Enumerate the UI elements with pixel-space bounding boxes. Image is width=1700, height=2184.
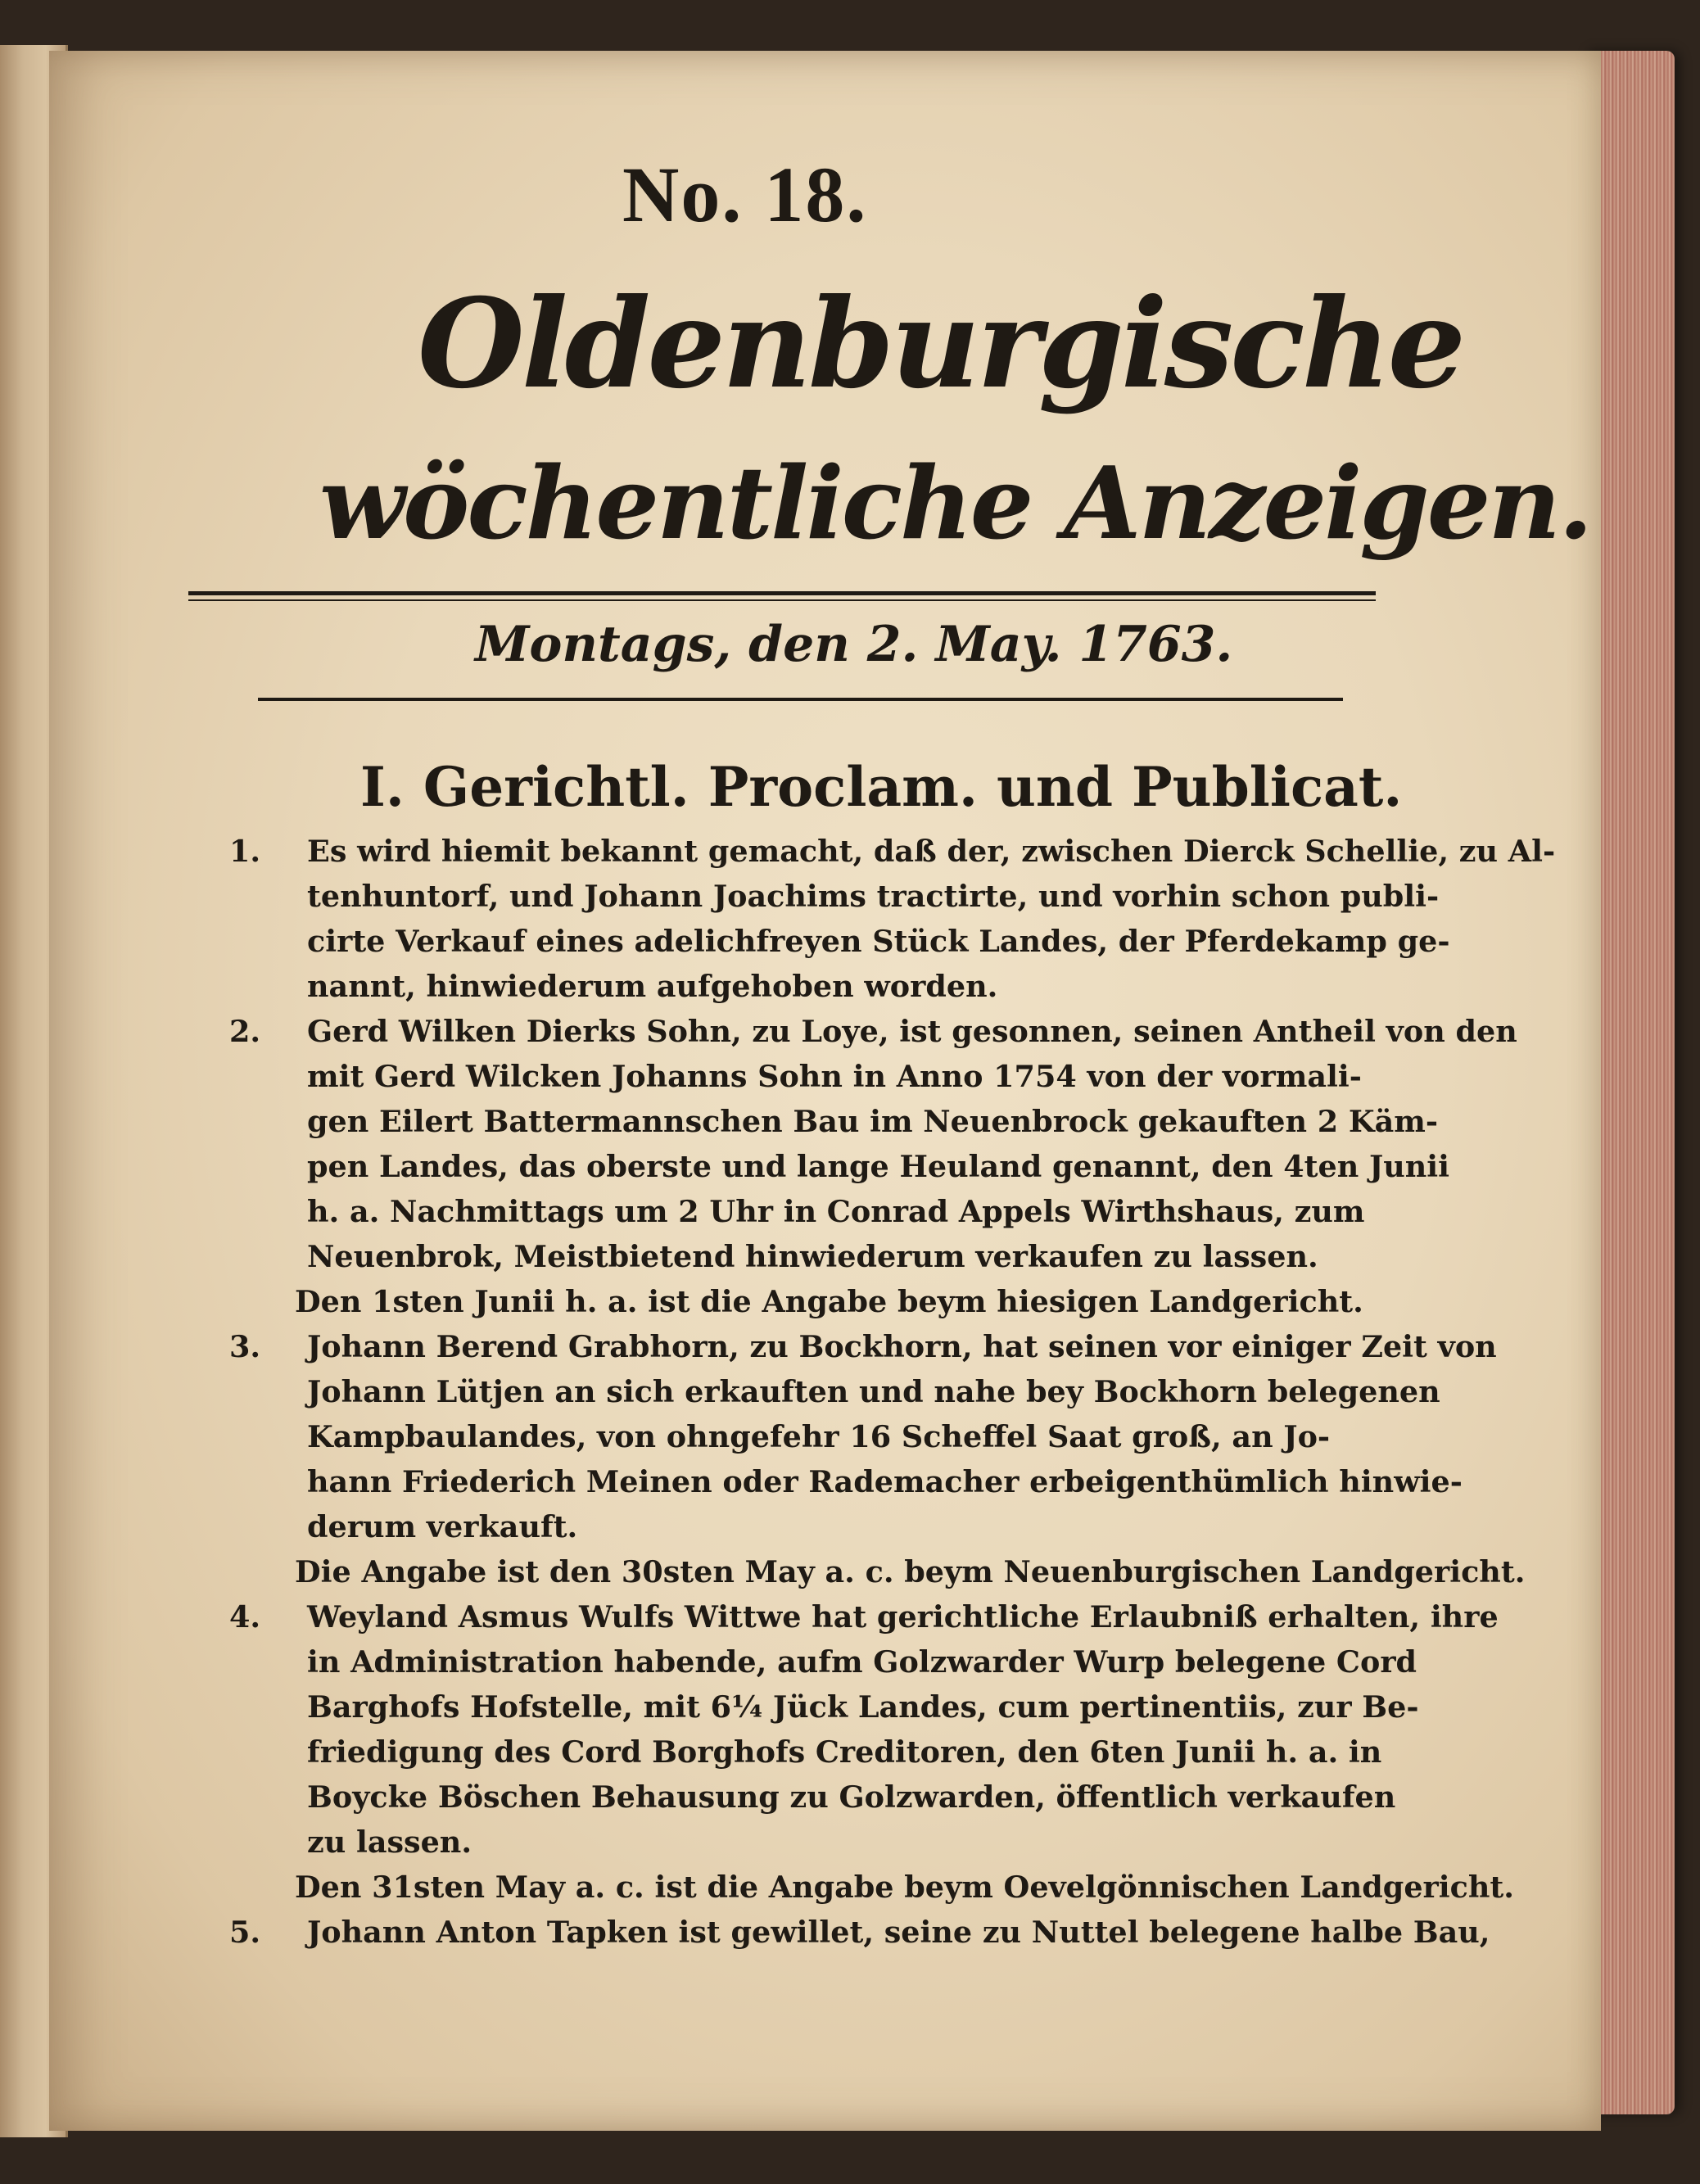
notice-entry-1 — [172, 829, 1556, 1009]
notice-line: zu lassen. — [307, 1825, 472, 1860]
notice-line: cirte Verkauf eines adelichfreyen Stück Landes, der Pferdekamp ge- — [307, 924, 1450, 959]
notice-line: gen Eilert Battermannschen Bau im Neuenbrock gekauften 2 Käm- — [307, 1104, 1438, 1139]
notice-line: Gerd Wilken Dierks Sohn, zu Loye, ist gesonnen, seinen Antheil von den — [307, 1014, 1517, 1049]
masthead-rule-top-thin — [188, 599, 1376, 601]
notice-line: pen Landes, das oberste und lange Heuland genannt, den 4ten Junii — [307, 1149, 1450, 1184]
notice-line: Neuenbrok, Meistbietend hinwiederum verkaufen zu lassen. — [307, 1239, 1318, 1274]
notice-note: Den 31sten May a. c. ist die Angabe beym Oevelgönnischen Landgericht. — [295, 1870, 1514, 1905]
notice-line: Johann Anton Tapken ist gewillet, seine zu Nuttel belegene halbe Bau, — [307, 1915, 1490, 1950]
notice-line: Johann Berend Grabhorn, zu Bockhorn, hat seinen vor einiger Zeit von — [307, 1329, 1497, 1364]
notice-number: 3. — [229, 1329, 261, 1364]
notice-entry-3 — [172, 1324, 1497, 1549]
notice-line: Kampbaulandes, von ohngefehr 16 Scheffel Saat groß, an Jo- — [307, 1419, 1331, 1454]
notice-line: h. a. Nachmittags um 2 Uhr in Conrad Appels Wirthshaus, zum — [307, 1194, 1365, 1229]
notice-line: Weyland Asmus Wulfs Wittwe hat gerichtliche Erlaubniß erhalten, ihre — [307, 1599, 1499, 1635]
notice-line: Es wird hiemit bekannt gemacht, daß der, zwischen Dierck Schellie, zu Al- — [307, 834, 1556, 869]
notice-line: friedigung des Cord Borghofs Creditoren, den 6ten Junii h. a. in — [307, 1734, 1382, 1770]
newspaper-page — [49, 51, 1601, 2131]
notice-line: nannt, hinwiederum aufgehoben worden. — [307, 969, 998, 1004]
notice-line: derum verkauft. — [307, 1509, 578, 1544]
masthead-title-line2: wöchentliche Anzeigen. — [319, 444, 1591, 562]
notice-entry-4 — [172, 1594, 1499, 1865]
notice-line: mit Gerd Wilcken Johanns Sohn in Anno 1754 von der vormali- — [307, 1059, 1362, 1094]
notice-entry-5 — [172, 1910, 1490, 1955]
notice-line: tenhuntorf, und Johann Joachims tractirte, und vorhin schon publi- — [307, 879, 1440, 914]
date-rule-bottom — [258, 698, 1343, 701]
notice-number: 5. — [229, 1915, 261, 1950]
section-heading: I. Gerichtl. Proclam. und Publicat. — [360, 755, 1403, 819]
notice-note: Die Angabe ist den 30sten May a. c. beym Neuenburgischen Landgericht. — [295, 1554, 1526, 1589]
notices-body — [172, 829, 1556, 1955]
notice-number: 2. — [229, 1014, 261, 1049]
notice-number: 4. — [229, 1599, 261, 1635]
notice-entry-2 — [172, 1009, 1517, 1279]
masthead-title-line1: Oldenburgische — [418, 272, 1463, 416]
notice-line: Johann Lütjen an sich erkauften und nahe bey Bockhorn belegenen — [307, 1374, 1440, 1409]
issue-date: Montags, den 2. May. 1763. — [475, 616, 1233, 673]
notice-note: Den 1sten Junii h. a. ist die Angabe beym hiesigen Landgericht. — [295, 1284, 1363, 1319]
masthead-rule-top — [188, 591, 1376, 595]
notice-number: 1. — [229, 834, 261, 869]
notice-line: in Administration habende, aufm Golzwarder Wurp belegene Cord — [307, 1644, 1417, 1680]
notice-line: Barghofs Hofstelle, mit 6¼ Jück Landes, cum pertinentiis, zur Be- — [307, 1689, 1419, 1725]
issue-number: No. 18. — [622, 151, 868, 238]
notice-line: hann Friederich Meinen oder Rademacher erbeigenthümlich hinwie- — [307, 1464, 1463, 1499]
notice-line: Boycke Böschen Behausung zu Golzwarden, öffentlich verkaufen — [307, 1779, 1396, 1815]
